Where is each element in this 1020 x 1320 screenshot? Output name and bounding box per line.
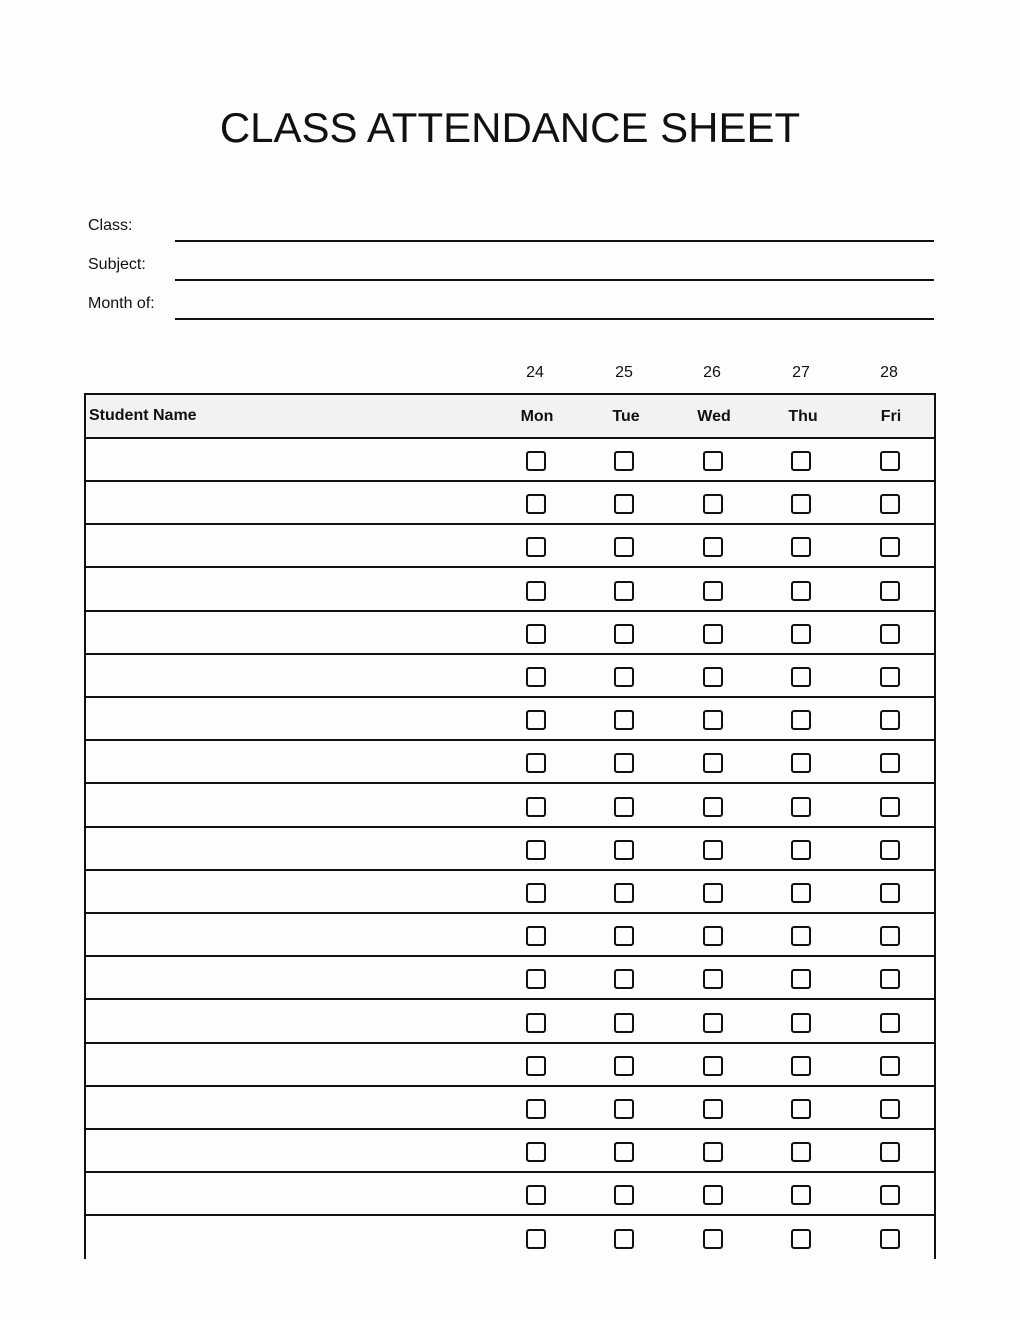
attendance-checkbox-tue[interactable] [614, 581, 634, 601]
attendance-checkbox-mon[interactable] [526, 1142, 546, 1162]
attendance-checkbox-wed[interactable] [703, 1229, 723, 1249]
attendance-checkbox-wed[interactable] [703, 883, 723, 903]
attendance-checkbox-fri[interactable] [880, 451, 900, 471]
attendance-checkbox-thu[interactable] [791, 883, 811, 903]
attendance-checkbox-thu[interactable] [791, 1056, 811, 1076]
day-header-fri: Fri [880, 408, 902, 425]
attendance-checkbox-mon[interactable] [526, 667, 546, 687]
attendance-checkbox-fri[interactable] [880, 667, 900, 687]
attendance-checkbox-fri[interactable] [880, 1056, 900, 1076]
attendance-checkbox-mon[interactable] [526, 753, 546, 773]
attendance-checkbox-tue[interactable] [614, 1229, 634, 1249]
attendance-checkbox-mon[interactable] [526, 1185, 546, 1205]
attendance-checkbox-thu[interactable] [791, 1099, 811, 1119]
attendance-checkbox-tue[interactable] [614, 1099, 634, 1119]
attendance-checkbox-wed[interactable] [703, 667, 723, 687]
table-header [86, 395, 934, 439]
attendance-checkbox-wed[interactable] [703, 1185, 723, 1205]
attendance-checkbox-mon[interactable] [526, 1013, 546, 1033]
table-row [86, 439, 934, 482]
attendance-checkbox-fri[interactable] [880, 797, 900, 817]
attendance-checkbox-thu[interactable] [791, 537, 811, 557]
attendance-checkbox-thu[interactable] [791, 840, 811, 860]
attendance-checkbox-thu[interactable] [791, 926, 811, 946]
attendance-checkbox-wed[interactable] [703, 1056, 723, 1076]
table-row [86, 1217, 934, 1258]
student-name-cell[interactable] [86, 1217, 486, 1258]
month-field[interactable] [88, 295, 934, 321]
subject-input-line[interactable] [175, 279, 934, 281]
student-name-cell[interactable] [86, 1173, 486, 1214]
class-label: Class: [88, 217, 133, 234]
attendance-checkbox-fri[interactable] [880, 840, 900, 860]
month-input-line[interactable] [175, 318, 934, 320]
table-row [86, 741, 934, 784]
table-row [86, 1130, 934, 1173]
attendance-checkbox-thu[interactable] [791, 667, 811, 687]
table-row [86, 1001, 934, 1044]
student-name-cell[interactable] [86, 1044, 486, 1085]
day-header-mon: Mon [520, 408, 554, 425]
attendance-checkbox-fri[interactable] [880, 581, 900, 601]
table-row [86, 612, 934, 655]
attendance-checkbox-wed[interactable] [703, 581, 723, 601]
day-header-wed: Wed [697, 408, 731, 425]
attendance-checkbox-fri[interactable] [880, 624, 900, 644]
attendance-checkbox-thu[interactable] [791, 451, 811, 471]
student-name-cell[interactable] [86, 957, 486, 998]
student-name-cell[interactable] [86, 612, 486, 653]
student-name-cell[interactable] [86, 655, 486, 696]
attendance-checkbox-wed[interactable] [703, 840, 723, 860]
attendance-checkbox-tue[interactable] [614, 537, 634, 557]
attendance-checkbox-wed[interactable] [703, 1142, 723, 1162]
attendance-checkbox-wed[interactable] [703, 1013, 723, 1033]
attendance-checkbox-mon[interactable] [526, 624, 546, 644]
table-row [86, 785, 934, 828]
attendance-checkbox-wed[interactable] [703, 537, 723, 557]
attendance-checkbox-wed[interactable] [703, 1099, 723, 1119]
student-name-cell[interactable] [86, 1087, 486, 1128]
class-field[interactable] [88, 217, 934, 243]
table-row [86, 914, 934, 957]
attendance-checkbox-tue[interactable] [614, 840, 634, 860]
attendance-checkbox-wed[interactable] [703, 797, 723, 817]
table-row [86, 525, 934, 568]
attendance-checkbox-wed[interactable] [703, 494, 723, 514]
student-name-cell[interactable] [86, 482, 486, 523]
attendance-checkbox-fri[interactable] [880, 883, 900, 903]
student-name-cell[interactable] [86, 828, 486, 869]
attendance-checkbox-tue[interactable] [614, 1056, 634, 1076]
attendance-checkbox-thu[interactable] [791, 494, 811, 514]
attendance-checkbox-tue[interactable] [614, 1185, 634, 1205]
attendance-checkbox-mon[interactable] [526, 710, 546, 730]
attendance-checkbox-fri[interactable] [880, 753, 900, 773]
date-thu: 27 [792, 364, 810, 381]
attendance-checkbox-tue[interactable] [614, 1013, 634, 1033]
attendance-checkbox-mon[interactable] [526, 581, 546, 601]
student-name-cell[interactable] [86, 741, 486, 782]
table-row [86, 1044, 934, 1087]
attendance-checkbox-fri[interactable] [880, 969, 900, 989]
attendance-checkbox-tue[interactable] [614, 667, 634, 687]
student-name-cell[interactable] [86, 914, 486, 955]
attendance-checkbox-wed[interactable] [703, 753, 723, 773]
student-name-cell[interactable] [86, 439, 486, 480]
attendance-checkbox-wed[interactable] [703, 710, 723, 730]
attendance-checkbox-mon[interactable] [526, 451, 546, 471]
attendance-checkbox-mon[interactable] [526, 883, 546, 903]
attendance-checkbox-thu[interactable] [791, 1013, 811, 1033]
table-row [86, 569, 934, 612]
attendance-checkbox-mon[interactable] [526, 840, 546, 860]
table-row [86, 655, 934, 698]
page-title: CLASS ATTENDANCE SHEET [219, 104, 801, 151]
attendance-checkbox-fri[interactable] [880, 494, 900, 514]
attendance-checkbox-fri[interactable] [880, 537, 900, 557]
student-name-cell[interactable] [86, 698, 486, 739]
student-name-header: Student Name [89, 407, 197, 424]
attendance-checkbox-thu[interactable] [791, 1229, 811, 1249]
attendance-checkbox-tue[interactable] [614, 883, 634, 903]
student-name-cell[interactable] [86, 525, 486, 566]
attendance-checkbox-mon[interactable] [526, 1099, 546, 1119]
attendance-checkbox-tue[interactable] [614, 451, 634, 471]
date-wed: 26 [703, 364, 721, 381]
attendance-checkbox-wed[interactable] [703, 624, 723, 644]
attendance-checkbox-thu[interactable] [791, 581, 811, 601]
attendance-checkbox-tue[interactable] [614, 753, 634, 773]
attendance-checkbox-fri[interactable] [880, 926, 900, 946]
attendance-checkbox-tue[interactable] [614, 494, 634, 514]
attendance-checkbox-fri[interactable] [880, 1229, 900, 1249]
attendance-checkbox-mon[interactable] [526, 1229, 546, 1249]
student-name-cell[interactable] [86, 871, 486, 912]
attendance-checkbox-mon[interactable] [526, 1056, 546, 1076]
attendance-checkbox-tue[interactable] [614, 926, 634, 946]
attendance-checkbox-fri[interactable] [880, 1099, 900, 1119]
date-fri: 28 [880, 364, 898, 381]
attendance-checkbox-fri[interactable] [880, 1185, 900, 1205]
attendance-checkbox-thu[interactable] [791, 1142, 811, 1162]
student-name-cell[interactable] [86, 569, 486, 610]
attendance-checkbox-wed[interactable] [703, 451, 723, 471]
date-mon: 24 [526, 364, 544, 381]
attendance-checkbox-tue[interactable] [614, 969, 634, 989]
attendance-checkbox-mon[interactable] [526, 969, 546, 989]
subject-field[interactable] [88, 256, 934, 282]
attendance-checkbox-fri[interactable] [880, 710, 900, 730]
attendance-checkbox-tue[interactable] [614, 624, 634, 644]
attendance-checkbox-wed[interactable] [703, 926, 723, 946]
date-tue: 25 [615, 364, 633, 381]
table-row [86, 482, 934, 525]
student-name-cell[interactable] [86, 785, 486, 826]
attendance-checkbox-mon[interactable] [526, 537, 546, 557]
attendance-checkbox-tue[interactable] [614, 1142, 634, 1162]
attendance-checkbox-thu[interactable] [791, 797, 811, 817]
month-label: Month of: [88, 295, 155, 312]
student-name-cell[interactable] [86, 1130, 486, 1171]
table-row [86, 698, 934, 741]
table-row [86, 871, 934, 914]
subject-label: Subject: [88, 256, 146, 273]
attendance-checkbox-wed[interactable] [703, 969, 723, 989]
attendance-checkbox-thu[interactable] [791, 710, 811, 730]
attendance-checkbox-tue[interactable] [614, 710, 634, 730]
attendance-checkbox-mon[interactable] [526, 494, 546, 514]
attendance-checkbox-tue[interactable] [614, 797, 634, 817]
table-row [86, 828, 934, 871]
attendance-checkbox-fri[interactable] [880, 1142, 900, 1162]
date-row [0, 364, 1020, 384]
table-row [86, 957, 934, 1000]
attendance-table [84, 393, 936, 1259]
student-name-cell[interactable] [86, 1001, 486, 1042]
attendance-checkbox-mon[interactable] [526, 926, 546, 946]
class-input-line[interactable] [175, 240, 934, 242]
attendance-checkbox-thu[interactable] [791, 1185, 811, 1205]
table-row [86, 1087, 934, 1130]
attendance-checkbox-thu[interactable] [791, 624, 811, 644]
attendance-checkbox-thu[interactable] [791, 969, 811, 989]
table-row [86, 1173, 934, 1216]
attendance-checkbox-thu[interactable] [791, 753, 811, 773]
day-header-thu: Thu [788, 408, 818, 425]
attendance-checkbox-fri[interactable] [880, 1013, 900, 1033]
attendance-checkbox-mon[interactable] [526, 797, 546, 817]
day-header-tue: Tue [612, 408, 640, 425]
